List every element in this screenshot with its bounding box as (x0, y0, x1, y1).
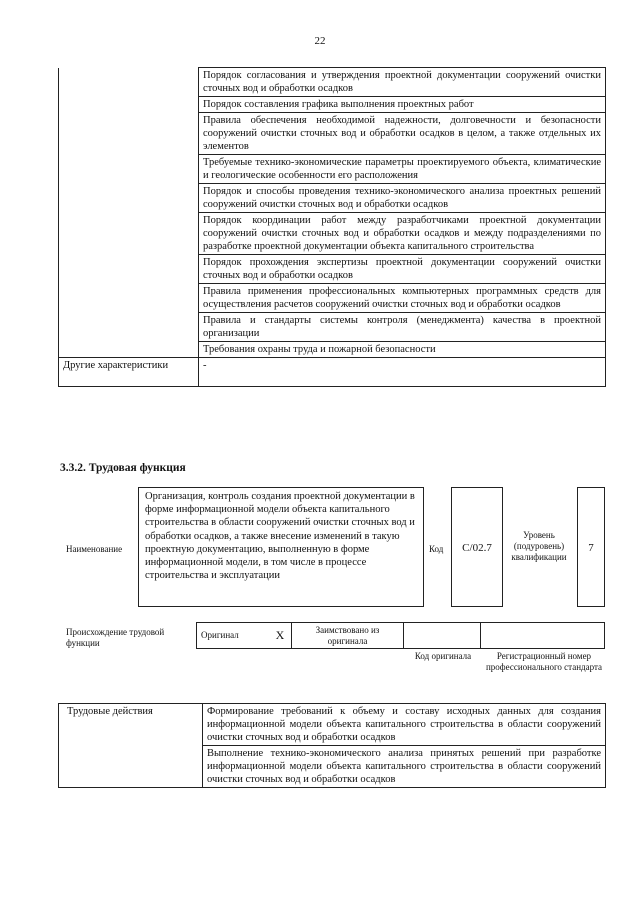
level-value: 7 (588, 542, 594, 554)
knowledge-table (58, 67, 606, 387)
original-mark: X (269, 623, 292, 649)
code-box (451, 487, 503, 607)
action-item: Формирование требований к объему и составу исходных данных для создания информационной модели объекта капитального строительства в области сооружений очистки сточных вод и обработки осадков (203, 704, 606, 746)
knowledge-item: Требования охраны труда и пожарной безопасности (199, 342, 606, 358)
knowledge-item: Порядок и способы проведения технико-экономического анализа проектных решений сооружений очистки сточных вод и обработки осадков (199, 184, 606, 213)
knowledge-item: Правила и стандарты системы контроля (менеджмента) качества в проектной организации (199, 313, 606, 342)
knowledge-item: Порядок согласования и утверждения проектной документации сооружений очистки сточных вод и обработки осадков (199, 68, 606, 97)
registration-caption: Регистрационный номер профессионального стандарта (485, 651, 603, 672)
knowledge-item: Требуемые технико-экономические параметры проектируемого объекта, климатические и геологические особенности его расположения (199, 155, 606, 184)
registration-number-cell (481, 623, 605, 649)
page-number: 22 (314, 35, 326, 47)
code-label: Код (429, 544, 444, 554)
code-value: C/02.7 (462, 542, 492, 554)
knowledge-item: Правила обеспечения необходимой надежности, долговечности и безопасности сооружений очистки сточных вод и обработки осадков в целом, а также отдельных их элементов (199, 113, 606, 155)
level-box (577, 487, 605, 607)
actions-table (58, 703, 606, 788)
action-item: Выполнение технико-экономического анализа принятых решений при разработке информационной модели объекта капитального строительства в области сооружений очистки сточных вод и обработки осадков (203, 746, 606, 788)
other-characteristics-label: Другие характеристики (59, 358, 199, 387)
section-heading: 3.3.2. Трудовая функция (60, 462, 186, 474)
original-code-caption: Код оригинала (414, 651, 472, 661)
knowledge-item: Порядок координации работ между разработчиками проектной документации сооружений очистки сточных вод и обработки осадков и между подразделениями по разработке проектной документации объекта капитального строительства (199, 213, 606, 255)
original-label: Оригинал (197, 623, 270, 649)
function-name: Организация, контроль создания проектной документации в форме информационной модели объекта капитального строительства в области сооружений очистки сточных вод и обработки осадков, а также внесение изменений в такую проектную документацию, выполненную в форме информационной модели, в том числе в процессе строительства и эксплуатации (145, 491, 415, 582)
origin-label: Происхождение трудовой функции (66, 627, 165, 648)
original-code-cell (404, 623, 481, 649)
origin-table (196, 622, 605, 649)
function-name-box (138, 487, 424, 607)
knowledge-item: Порядок составления графика выполнения проектных работ (199, 97, 606, 113)
name-label: Наименование (66, 544, 123, 554)
knowledge-label-cell (59, 68, 199, 358)
borrowed-label: Заимствовано из оригинала (292, 623, 404, 649)
knowledge-item: Правила применения профессиональных компьютерных программных средств для осуществления расчетов сооружений очистки сточных вод и обработки осадков (199, 284, 606, 313)
other-characteristics-value: - (199, 358, 606, 387)
knowledge-item: Порядок прохождения экспертизы проектной документации сооружений очистки сточных вод и обработки осадков (199, 255, 606, 284)
level-label: Уровень (подуровень) квалификации (511, 530, 567, 562)
actions-label: Трудовые действия (59, 704, 203, 788)
